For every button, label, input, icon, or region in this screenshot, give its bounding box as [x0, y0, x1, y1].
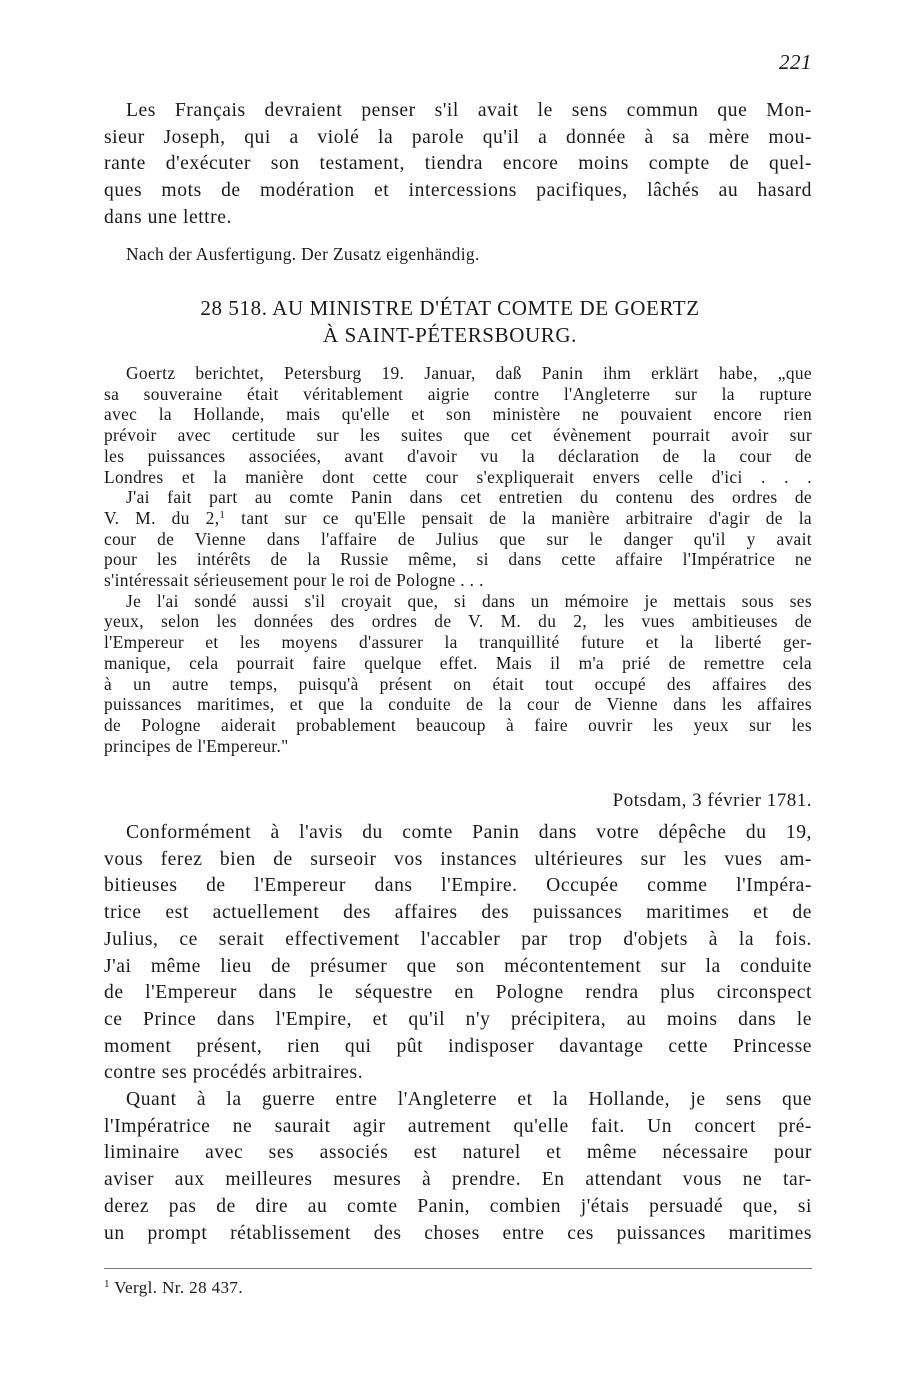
text-line: l'Empereur et les moyens d'assurer la tranquillité future et la liberté ger- [104, 632, 812, 653]
text-line: trice est actuellement des affaires des puissances maritimes et de [104, 902, 812, 924]
text-line: Conformément à l'avis du comte Panin dans votre dépêche du 19, [126, 822, 812, 843]
source-note [104, 244, 812, 265]
text-line: cour de Vienne dans l'affaire de Julius que sur le danger qu'il y avait [104, 528, 812, 549]
letter-body [104, 820, 812, 1247]
text-line: Londres et la manière dont cette cour s'expliquerait envers celle d'ici . . . [104, 466, 812, 487]
text-line: les puissances associées, avant d'avoir vu la déclaration de la cour de [104, 445, 812, 466]
text-line: manique, cela pourrait faire quelque effet. Mais il m'a prié de remettre cela [104, 652, 812, 673]
text-line: aviser aux meilleures mesures à prendre. En attendant vous ne tar- [104, 1169, 812, 1191]
text-line: principes de l'Empereur." [104, 735, 289, 756]
intro-paragraph [104, 98, 812, 232]
text-line: s'intéressait sérieusement pour le roi de Pologne . . . [104, 570, 484, 591]
text-line: à un autre temps, puisqu'à présent on était tout occupé des affaires des [104, 673, 812, 694]
footnote-marker: 1 [219, 508, 226, 521]
letter-heading-line-2: À SAINT-PÉTERSBOURG. [323, 323, 577, 347]
source-note-text: Nach der Ausfertigung. Der Zusatz eigenhändig. [126, 244, 480, 264]
text-line: Goertz berichtet, Petersburg 19. Januar, daß Panin ihm erklärt habe, „que [126, 363, 812, 383]
text-line-with-footnote [104, 508, 812, 529]
text-line: avec la Hollande, mais qu'elle et son ministère ne pouvaient encore rien [104, 404, 812, 425]
footnote-text: Vergl. Nr. 28 437. [114, 1278, 243, 1297]
text-line: sa souveraine était véritablement aigrie contre l'Angleterre sur la rupture [104, 383, 812, 404]
text-line: bitieuses de l'Empereur dans l'Empire. Occupée comme l'Impéra- [104, 875, 812, 897]
text-segment: tant sur ce qu'Elle pensait de la manière arbitraire d'agir de la [225, 507, 812, 528]
text-line: Je l'ai sondé aussi s'il croyait que, si dans un mémoire je mettais sous ses [126, 590, 812, 611]
text-segment: V. M. du 2, [104, 507, 220, 528]
text-line: contre ses procédés arbitraires. [104, 1062, 364, 1084]
text-line: puissances maritimes, et que la conduite de la cour de Vienne dans les affaires [104, 694, 812, 715]
text-line: Julius, ce serait effectivement l'accabler par trop d'objets à la fois. [104, 928, 812, 950]
footnote-divider [104, 1268, 812, 1269]
text-line: moment présent, rien qui pût indisposer davantage cette Princesse [104, 1035, 812, 1057]
text-line: sieur Joseph, qui a violé la parole qu'il a donnée à sa mère mou- [104, 126, 812, 148]
text-line: derez pas de dire au comte Panin, combien j'étais persuadé que, si [104, 1195, 812, 1217]
text-line: Les Français devraient penser s'il avait le sens commun que Mon- [126, 100, 812, 121]
footnote-number: 1 [104, 1278, 110, 1290]
text-line: yeux, selon les données des ordres de V. M. du 2, les vues ambitieuses de [104, 611, 812, 632]
text-line: rante d'exécuter son testament, tiendra encore moins compte de quel- [104, 153, 812, 175]
text-line: J'ai fait part au comte Panin dans cet entretien du contenu des ordres de [126, 487, 812, 508]
text-line: prévoir avec certitude sur les suites que cet évènement pourrait avoir sur [104, 425, 812, 446]
text-line: un prompt rétablissement des choses entre ces puissances maritimes [104, 1222, 812, 1244]
report-summary [104, 363, 812, 756]
text-line: pour les intérêts de la Russie même, si dans cette affaire l'Impératrice ne [104, 549, 812, 570]
text-line: vous ferez bien de surseoir vos instances ultérieures sur les vues am- [104, 848, 812, 870]
text-line: liminaire avec ses associés est naturel et même nécessaire pour [104, 1142, 812, 1164]
text-line: ques mots de modération et intercessions pacifiques, lâchés au hasard [104, 180, 812, 202]
page-number: 221 [779, 50, 812, 74]
date-line: Potsdam, 3 février 1781. [612, 790, 812, 811]
letter-heading-line-1: 28 518. AU MINISTRE D'ÉTAT COMTE DE GOERTZ [200, 296, 700, 320]
footnote [104, 1278, 243, 1298]
text-line: de l'Empereur dans le séquestre en Pologne rendra plus circonspect [104, 982, 812, 1004]
text-line: de Pologne aiderait probablement beaucoup à faire ouvrir les yeux sur les [104, 714, 812, 735]
text-line: Quant à la guerre entre l'Angleterre et la Hollande, je sens que [126, 1089, 812, 1111]
text-line: dans une lettre. [104, 206, 232, 228]
text-line: J'ai même lieu de présumer que son mécontentement sur la conduite [104, 955, 812, 977]
text-line: l'Impératrice ne saurait agir autrement qu'elle fait. Un concert pré- [104, 1115, 812, 1137]
text-line: ce Prince dans l'Empire, et qu'il n'y précipitera, au moins dans le [104, 1008, 812, 1030]
